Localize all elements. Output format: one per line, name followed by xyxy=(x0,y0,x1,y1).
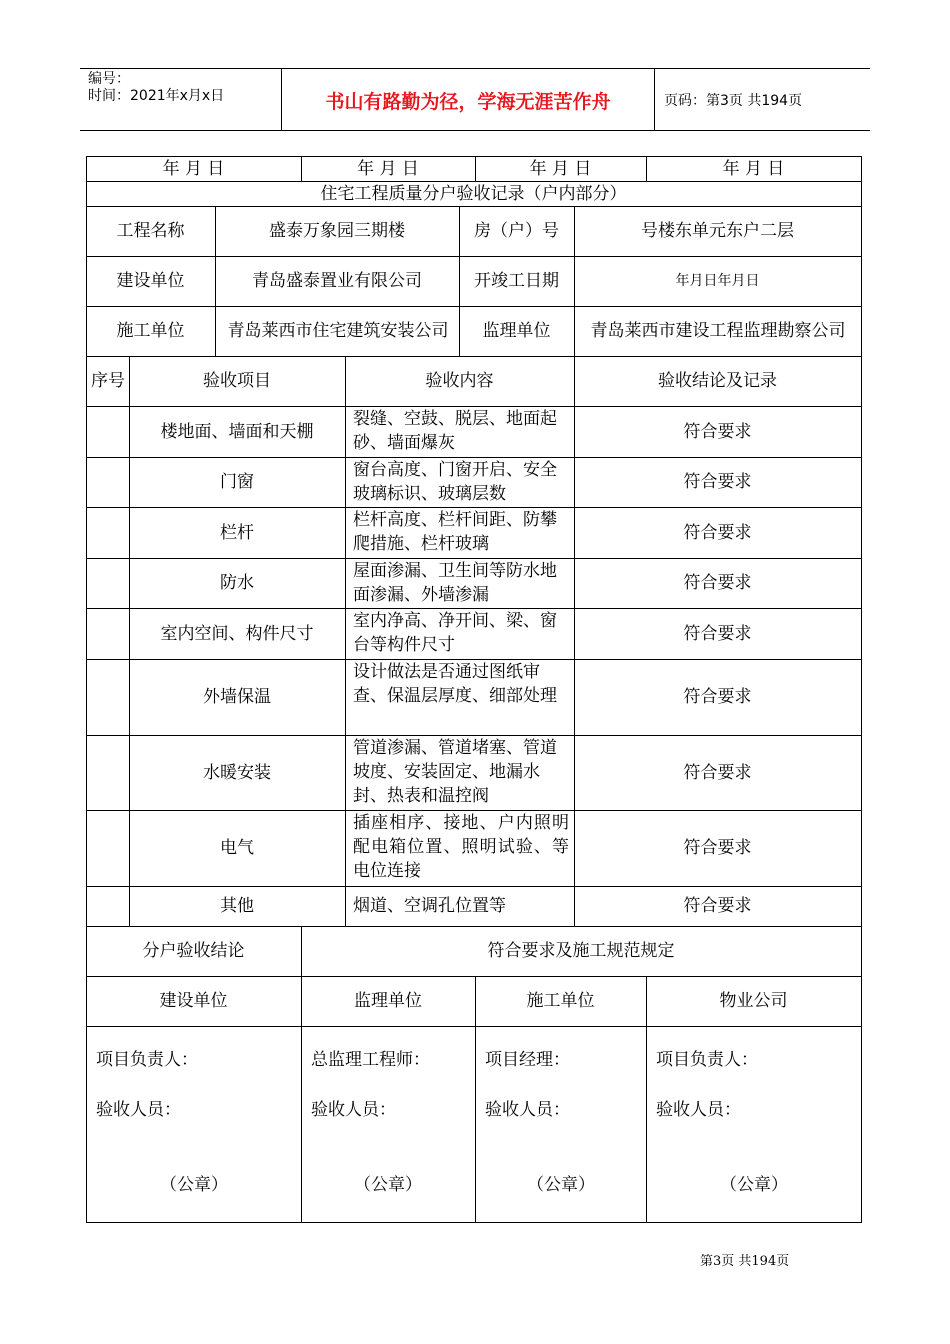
row-content: 栏杆高度、栏杆间距、防攀爬措施、栏杆玻璃 xyxy=(353,510,557,554)
row-result: 符合要求 xyxy=(683,762,752,783)
row-result: 符合要求 xyxy=(683,623,752,644)
signoff-seal: （公章） xyxy=(354,1175,422,1195)
row-item: 室内空间、构件尺寸 xyxy=(160,623,314,644)
page-header xyxy=(80,68,870,131)
conclusion-value: 符合要求及施工规范规定 xyxy=(487,941,675,961)
signoff-unit: 建设单位 xyxy=(159,991,228,1011)
row-result: 符合要求 xyxy=(683,421,752,442)
date-cell: 年 月 日 xyxy=(722,158,785,179)
row-content: 屋面渗漏、卫生间等防水地面渗漏、外墙渗漏 xyxy=(353,561,557,605)
row-item: 门窗 xyxy=(220,472,254,492)
row-content: 裂缝、空鼓、脱层、地面起砂、墙面爆灰 xyxy=(353,409,557,453)
row-item: 外墙保温 xyxy=(203,687,271,707)
signoff-seal: （公章） xyxy=(527,1175,595,1195)
row-result: 符合要求 xyxy=(683,687,752,707)
row-content: 烟道、空调孔位置等 xyxy=(353,896,506,916)
item-header: 验收项目 xyxy=(203,371,271,391)
signoff-responsible: 总监理工程师： xyxy=(311,1050,430,1070)
signoff-responsible: 项目负责人： xyxy=(656,1050,758,1070)
page-footer: 第3页 共194页 xyxy=(700,1254,790,1269)
header-page-info: 页码：第3页 共194页 xyxy=(664,93,803,109)
header-motto: 书山有路勤为径，学海无涯苦作舟 xyxy=(325,91,611,113)
signoff-seal: （公章） xyxy=(720,1175,788,1195)
room-label: 房（户）号 xyxy=(474,221,559,241)
row-item: 电气 xyxy=(220,838,254,858)
conclusion-label: 分户验收结论 xyxy=(142,941,245,961)
builder-label: 建设单位 xyxy=(116,271,185,291)
content-header: 验收内容 xyxy=(425,371,494,391)
project-name-value: 盛泰万象园三期楼 xyxy=(269,221,405,241)
signoff-seal: （公章） xyxy=(160,1175,228,1195)
row-item: 楼地面、墙面和天棚 xyxy=(160,421,314,442)
row-content: 室内净高、净开间、梁、窗台等构件尺寸 xyxy=(353,611,557,655)
row-result: 符合要求 xyxy=(683,472,752,492)
result-header: 验收结论及记录 xyxy=(658,371,777,391)
signoff-responsible: 项目负责人： xyxy=(96,1050,198,1070)
row-result: 符合要求 xyxy=(683,838,752,858)
header-divider xyxy=(654,69,655,130)
date-cell: 年 月 日 xyxy=(357,158,419,179)
dates-value: 年月日年月日 xyxy=(675,273,760,289)
serial-label: 编号： xyxy=(88,71,130,87)
builder-value: 青岛盛泰置业有限公司 xyxy=(252,271,422,291)
signoff-inspector: 验收人员： xyxy=(485,1100,570,1120)
constructor-value: 青岛莱西市住宅建筑安装公司 xyxy=(227,321,449,341)
row-content: 管道渗漏、管道堵塞、管道坡度、安装固定、地漏水封、热表和温控阀 xyxy=(353,738,557,806)
date-cell: 年 月 日 xyxy=(162,158,225,179)
header-meta xyxy=(88,71,224,105)
room-value: 号楼东单元东户二层 xyxy=(641,221,794,241)
signoff-unit: 物业公司 xyxy=(719,991,788,1011)
row-result: 符合要求 xyxy=(683,573,752,593)
form-title: 住宅工程质量分户验收记录（户内部分） xyxy=(320,183,627,204)
signoff-unit: 监理单位 xyxy=(354,991,422,1011)
constructor-label: 施工单位 xyxy=(116,321,185,341)
supervisor-label: 监理单位 xyxy=(482,321,551,341)
project-name-label: 工程名称 xyxy=(116,221,185,241)
time-label: 时间：2021年x月x日 xyxy=(88,88,225,104)
row-content: 插座相序、接地、户内照明配电箱位置、照明试验、等电位连接 xyxy=(353,813,569,881)
row-result: 符合要求 xyxy=(683,896,752,916)
seq-header: 序号 xyxy=(91,371,125,391)
signoff-responsible: 项目经理： xyxy=(485,1050,570,1070)
date-cell: 年 月 日 xyxy=(529,158,592,179)
signoff-inspector: 验收人员： xyxy=(96,1100,181,1120)
supervisor-value: 青岛莱西市建设工程监理勘察公司 xyxy=(590,321,846,341)
row-item: 栏杆 xyxy=(220,522,254,543)
row-item: 水暖安装 xyxy=(203,762,271,783)
row-item: 防水 xyxy=(220,573,254,593)
dates-label: 开竣工日期 xyxy=(474,271,559,291)
signoff-inspector: 验收人员： xyxy=(311,1100,396,1120)
row-content: 设计做法是否通过图纸审查、保温层厚度、细部处理 xyxy=(353,662,557,706)
row-item: 其他 xyxy=(220,896,254,916)
row-content: 窗台高度、门窗开启、安全玻璃标识、玻璃层数 xyxy=(353,460,557,504)
signoff-inspector: 验收人员： xyxy=(656,1100,741,1120)
row-result: 符合要求 xyxy=(683,522,752,543)
signoff-unit: 施工单位 xyxy=(526,991,595,1011)
